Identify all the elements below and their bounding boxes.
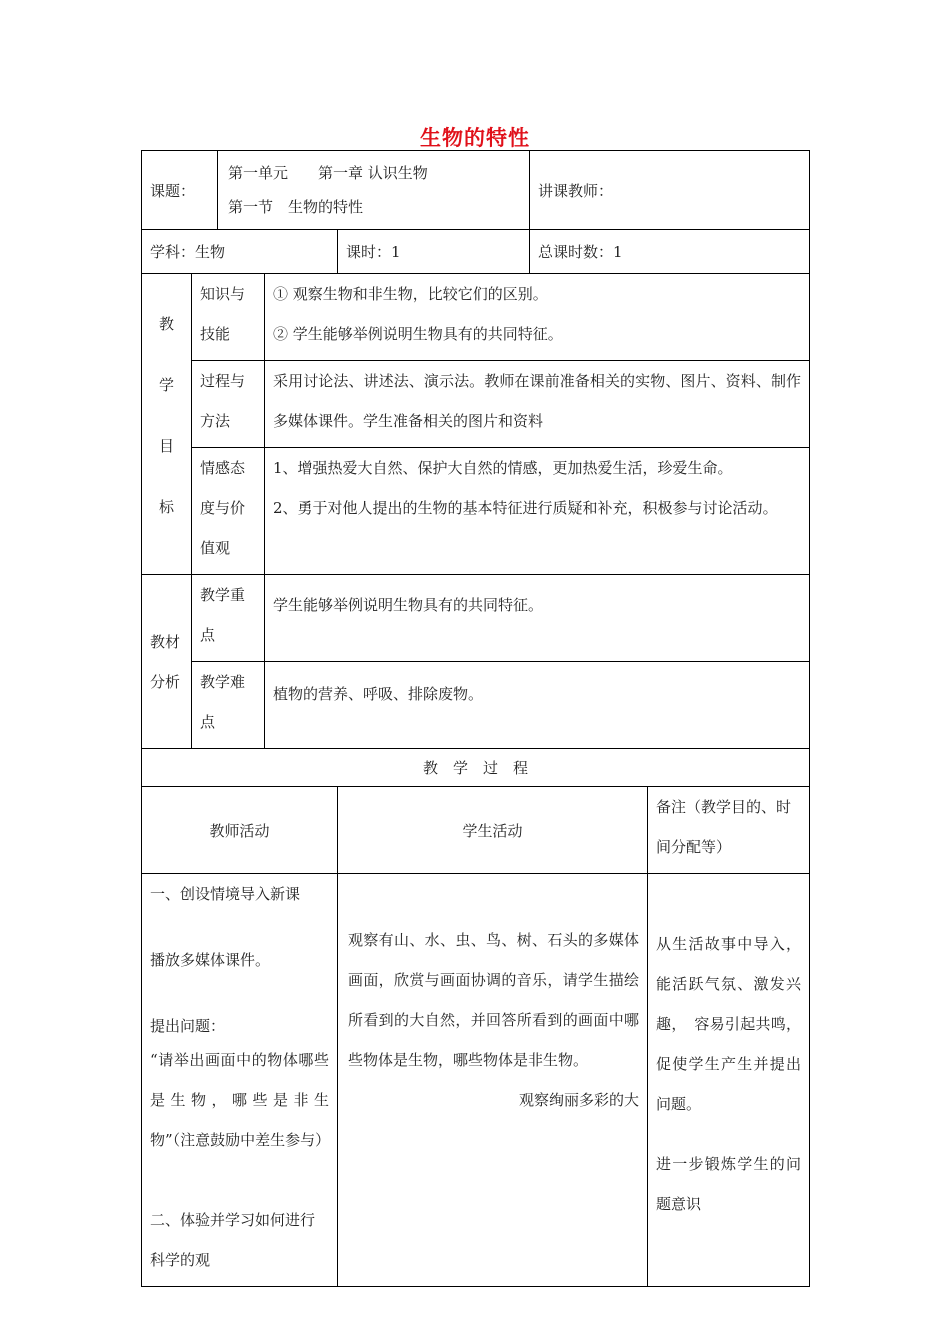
objective-row-knowledge	[142, 274, 810, 361]
analysis-row-difficult	[142, 662, 810, 749]
analysis-difficult-text: 植物的营养、呼吸、排除废物。	[273, 685, 484, 703]
objective-row-emotion	[142, 448, 810, 575]
note-header: 备注（教学目的、时间分配等）	[656, 798, 792, 856]
objectives-char-1: 教	[158, 315, 174, 333]
analysis-label-difficult: 教学难点	[200, 673, 246, 731]
lesson-label: 课题：	[150, 181, 196, 200]
objective-label-process: 过程与方法	[200, 372, 246, 430]
teacher-label: 讲课教师：	[538, 181, 614, 200]
objective-content-cell	[265, 274, 810, 361]
teacher-activity-cell	[142, 874, 338, 1287]
objective-knowledge-line-2: ② 学生能够举例说明生物具有的共同特征。	[273, 325, 563, 343]
objectives-char-2: 学	[158, 376, 174, 394]
lesson-plan-table	[141, 150, 810, 1287]
total-hours-text: 总课时数：1	[538, 243, 623, 261]
objective-label-cell	[192, 361, 265, 448]
total-hours-cell	[530, 230, 810, 274]
teacher-item-4: “请举出画面中的物体哪些是生物，哪些是非生物”（注意鼓励中差生参与）	[150, 1051, 331, 1149]
student-activity-header-cell	[338, 787, 648, 874]
objective-label-cell	[192, 274, 265, 361]
teacher-activity-header: 教师活动	[209, 821, 270, 840]
analysis-label-cell	[192, 662, 265, 749]
teacher-cell	[530, 151, 810, 230]
objectives-section-label	[142, 274, 192, 575]
note-header-cell	[648, 787, 810, 874]
note-item-2: 进一步锻炼学生的问题意识	[656, 1155, 802, 1213]
objective-label-cell	[192, 448, 265, 575]
note-item-1: 从生活故事中导入，能活跃气氛、激发兴趣， 容易引起共鸣，促使学生产生并提出问题。	[656, 935, 802, 1113]
student-activity-cell	[338, 874, 648, 1287]
analysis-content-cell	[265, 575, 810, 662]
objective-content-cell	[265, 361, 810, 448]
process-heading: 教 学 过 程	[423, 759, 529, 777]
objective-label-emotion: 情感态度与价值观	[200, 459, 246, 557]
lesson-name-cell	[218, 151, 530, 230]
objectives-char-3: 目	[158, 437, 174, 455]
lesson-line-2: 第一节 生物的特性	[228, 198, 364, 216]
objective-emotion-line-1: 1、增强热爱大自然、保护大自然的情感，更加热爱生活，珍爱生命。	[273, 459, 733, 477]
objective-emotion-line-2: 2、勇于对他人提出的生物的基本特征进行质疑和补充，积极参与讨论活动。	[273, 499, 778, 517]
lesson-label-cell	[142, 151, 218, 230]
note-cell	[648, 874, 810, 1287]
analysis-key-text: 学生能够举例说明生物具有的共同特征。	[273, 596, 544, 614]
teacher-item-5: 二、体验并学习如何进行科学的观	[150, 1211, 316, 1269]
process-header-row	[142, 787, 810, 874]
teacher-activity-header-cell	[142, 787, 338, 874]
student-item-1: 观察有山、水、虫、鸟、树、石头的多媒体画面，欣赏与画面协调的音乐，请学生描绘所看到的大自然，并回答所看到的画面中哪些物体是生物，哪些物体是非生物。	[348, 931, 640, 1069]
analysis-content-cell	[265, 662, 810, 749]
objective-process-text: 采用讨论法、讲述法、演示法。教师在课前准备相关的实物、图片、资料、制作多媒体课件。学生准备相关的图片和资料	[273, 372, 802, 430]
student-item-2: 观察绚丽多彩的大	[519, 1091, 640, 1109]
document-title: 生物的特性	[420, 125, 530, 150]
hours-cell	[338, 230, 530, 274]
lesson-line-1: 第一单元 第一章 认识生物	[228, 164, 428, 182]
analysis-section-label-cell	[142, 575, 192, 749]
analysis-label-key: 教学重点	[200, 586, 246, 644]
subject-text: 学科：生物	[150, 243, 226, 261]
subject-cell	[142, 230, 338, 274]
student-activity-header: 学生活动	[462, 821, 523, 840]
process-content-row	[142, 874, 810, 1287]
objectives-char-4: 标	[158, 498, 174, 516]
objective-knowledge-line-1: ① 观察生物和非生物，比较它们的区别。	[273, 285, 548, 303]
teacher-item-1: 一、创设情境导入新课	[150, 885, 301, 903]
analysis-label-cell	[192, 575, 265, 662]
objective-content-cell	[265, 448, 810, 575]
teacher-item-2: 播放多媒体课件。	[150, 951, 271, 969]
lesson-row	[142, 151, 810, 230]
hours-text: 课时：1	[346, 243, 401, 261]
analysis-section-label: 教材分析	[150, 632, 181, 691]
subject-row	[142, 230, 810, 274]
objective-label-knowledge: 知识与技能	[200, 285, 246, 343]
objective-row-process	[142, 361, 810, 448]
process-heading-cell	[142, 749, 810, 787]
process-heading-row	[142, 749, 810, 787]
teacher-item-3: 提出问题：	[150, 1017, 226, 1035]
analysis-row-key	[142, 575, 810, 662]
